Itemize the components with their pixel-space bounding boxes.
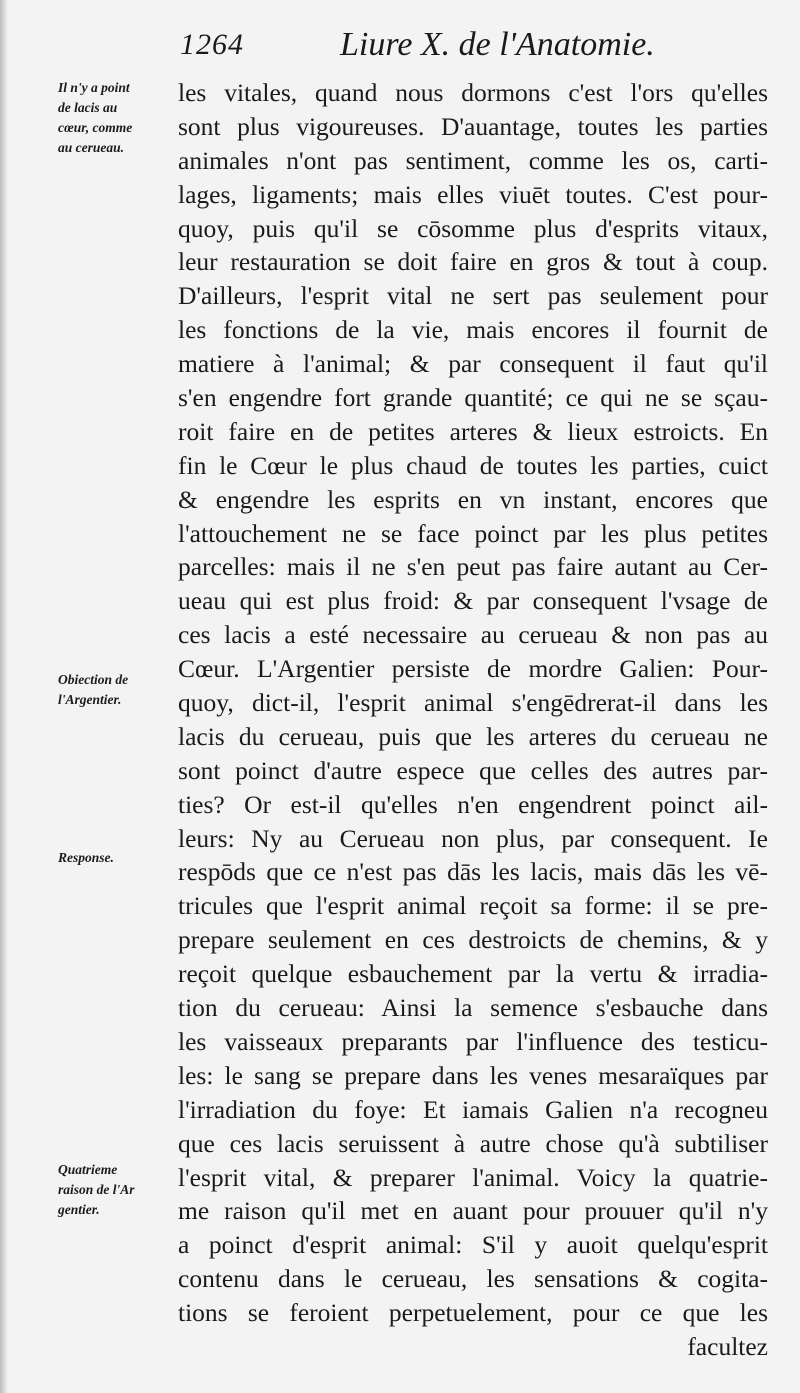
text-line: animales n'ont pas sentiment, comme les os, carti- — [178, 145, 768, 175]
text-line: les vitales, quand nous dormons c'est l'ors qu'elles — [178, 78, 768, 107]
text-line: ueau qui est plus froid: & par consequent l'vsage de — [178, 586, 768, 616]
text-line: tions se feroient perpetuelement, pour ce que les — [178, 1298, 768, 1328]
text-line: ties? Or est-il qu'elles n'en engendrent poinct ail- — [178, 789, 768, 819]
text-line: leur restauration se doit faire en gros & tout à coup. — [178, 247, 768, 277]
page-header — [180, 22, 780, 72]
text-line: reçoit quelque esbauchement par la vertu & irradia- — [178, 959, 768, 989]
text-line: quoy, dict-il, l'esprit animal s'engēdrerat-il dans les — [178, 688, 768, 718]
text-line: s'en engendre fort grande quantité; ce qui ne se sçau- — [178, 383, 768, 413]
margin-note: Response. — [58, 850, 114, 865]
body-text — [178, 76, 768, 1364]
text-line: leurs: Ny au Cerueau non plus, par consequent. Ie — [178, 823, 768, 853]
text-line: les vaisseaux preparants par l'influence des testicu- — [178, 1026, 768, 1056]
text-line: l'attouchement ne se face poinct par les plus petites — [178, 518, 768, 548]
text-line: roit faire en de petites arteres & lieux estroicts. En — [178, 416, 768, 446]
text-line: parcelles: mais il ne s'en peut pas faire autant au Cer- — [178, 552, 768, 582]
text-line: ces lacis a esté necessaire au cerueau & non pas au — [178, 620, 768, 650]
text-line: fin le Cœur le plus chaud de toutes les parties, cuict — [178, 450, 768, 480]
text-line: Cœur. L'Argentier persiste de mordre Galien: Pour- — [178, 654, 768, 684]
text-line: me raison qu'il met en auant pour prouuer qu'il n'y — [178, 1196, 768, 1226]
text-line: lages, ligaments; mais elles viuēt toutes. C'est pour- — [178, 179, 768, 209]
page-number: 1264 — [180, 28, 244, 61]
text-line: quoy, puis qu'il se cōsomme plus d'esprits vitaux, — [178, 213, 768, 243]
text-line: que ces lacis seruissent à autre chose qu'à subtiliser — [178, 1128, 768, 1158]
text-line: les fonctions de la vie, mais encores il fournit de — [178, 315, 768, 345]
text-line: contenu dans le cerueau, les sensations & cogita- — [178, 1264, 768, 1294]
page-gutter-shadow — [0, 0, 8, 1393]
text-line: D'ailleurs, l'esprit vital ne sert pas seulement pour — [178, 281, 768, 311]
text-line: l'esprit vital, & preparer l'animal. Voicy la quatrie- — [178, 1162, 768, 1192]
margin-note: Il n'y a point de lacis au cœur, comme au cerueau. — [58, 80, 133, 155]
running-title: Liure X. de l'Anatomie. — [340, 26, 655, 63]
text-line: matiere à l'animal; & par consequent il faut qu'il — [178, 349, 768, 379]
margin-note: Quatrieme raison de l'Ar gentier. — [58, 1162, 135, 1217]
text-line: sont plus vigoureuses. D'auantage, toutes les parties — [178, 111, 768, 141]
text-line: sont poinct d'autre espece que celles des autres par- — [178, 755, 768, 785]
text-line: les: le sang se prepare dans les venes mesaraïques par — [178, 1060, 768, 1090]
text-line: facultez — [687, 1331, 768, 1361]
text-line: tricules que l'esprit animal reçoit sa forme: il se pre- — [178, 891, 768, 921]
text-line: tion du cerueau: Ainsi la semence s'esbauche dans — [178, 993, 768, 1023]
text-line: a poinct d'esprit animal: S'il y auoit quelqu'esprit — [178, 1230, 768, 1260]
text-line: lacis du cerueau, puis que les arteres du cerueau ne — [178, 721, 768, 751]
text-line: prepare seulement en ces destroicts de chemins, & y — [178, 925, 768, 955]
margin-note: Obiection de l'Argentier. — [58, 672, 129, 707]
text-line: respōds que ce n'est pas dās les lacis, mais dās les vē- — [178, 857, 768, 887]
text-line: & engendre les esprits en vn instant, encores que — [178, 484, 768, 514]
text-line: l'irradiation du foye: Et iamais Galien n'a recogneu — [178, 1094, 768, 1124]
